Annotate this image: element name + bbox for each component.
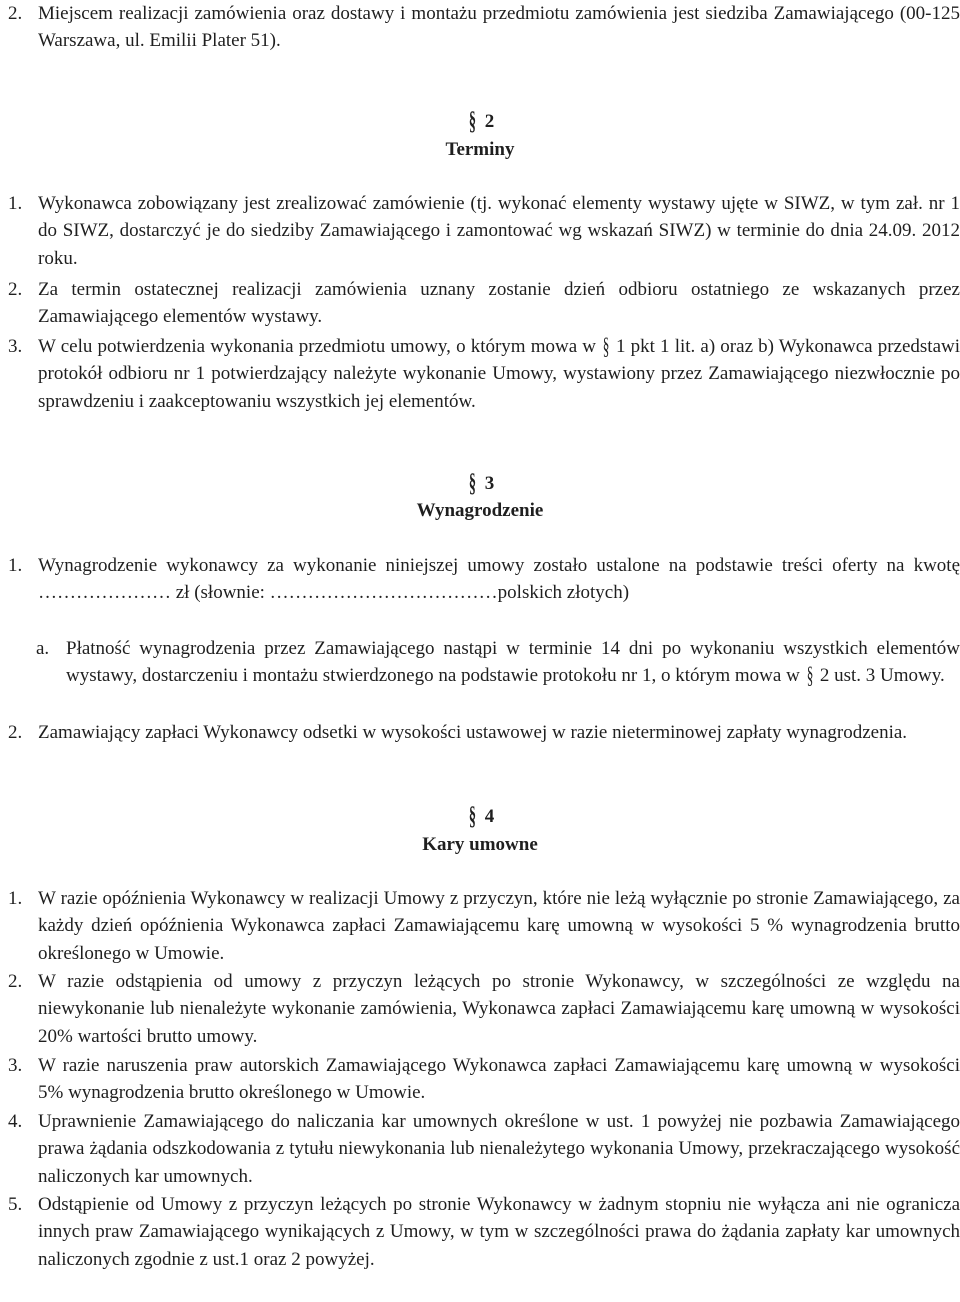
section-number-value: 3	[484, 473, 495, 494]
item-number: a.	[36, 638, 50, 659]
item-text-before: Płatność wynagrodzenia przez Zamawiającego nastąpi w terminie 14 dni po wykonaniu wszystkich elementów wystawy, dostarczeniu i montażu stwierdzonego na podstawie protokołu nr 1, o którym mowa w	[66, 638, 960, 687]
list-item	[0, 1108, 960, 1190]
section-title: Kary umowne	[422, 834, 538, 855]
item-text: W razie odstąpienia od umowy z przyczyn leżących po stronie Wykonawcy, w szczególności ze względu na niewykonanie lub nienależyte wykonanie zamówienia, Wykonawca zapłaci Zamawiającemu karę umowną w wysokości 20% wartości brutto umowy.	[38, 971, 960, 1047]
section-number	[0, 108, 960, 135]
paragraph-sign: §	[468, 106, 476, 135]
item-number: 1.	[8, 193, 23, 214]
item-text: Wykonawca zobowiązany jest zrealizować zamówienie (tj. wykonać elementy wystawy ujęte w SIWZ, w tym zał. nr 1 do SIWZ, dostarczyć je do siedziby Zamawiającego i zamontować wg wskazań SIWZ) w terminie do dnia 24.09. 2012 roku.	[38, 193, 960, 269]
item-number: 2.	[8, 722, 23, 743]
list-item	[0, 0, 960, 55]
item-number: 2.	[8, 971, 23, 992]
list-item	[0, 1191, 960, 1273]
list-item	[0, 333, 960, 415]
item-text-after: 2 ust. 3 Umowy.	[819, 665, 945, 687]
item-text: Uprawnienie Zamawiającego do naliczania kar umownych określone w ust. 1 powyżej nie pozbawia Zamawiającego prawa żądania odszkodowania z tytułu niewykonania lub nienależytego wykonania Umowy, przekraczającego wysokość naliczonych kar umownych.	[38, 1111, 960, 1187]
paragraph-sign: §	[602, 334, 610, 360]
paragraph-sign: §	[806, 663, 814, 690]
item-text: Zamawiający zapłaci Wykonawcy odsetki w wysokości ustawowej w razie nieterminowej zapłaty wynagrodzenia.	[38, 722, 908, 743]
item-text: Odstąpienie od Umowy z przyczyn leżących po stronie Wykonawcy w żadnym stopniu nie wyłącza ani nie ogranicza innych praw Zamawiającego wynikających z Umowy, w tym w szczególności prawa do żądania zapłaty kar umownych naliczonych zgodnie z ust.1 oraz 2 powyżej.	[38, 1194, 960, 1270]
list-item	[0, 276, 960, 331]
item-number: 5.	[8, 1194, 23, 1215]
item-number: 4.	[8, 1111, 23, 1132]
item-number: 3.	[8, 1055, 23, 1076]
item-number: 3.	[8, 336, 23, 357]
list-item	[0, 719, 960, 746]
section-number	[0, 470, 960, 497]
list-item	[0, 190, 960, 272]
item-text: W razie naruszenia praw autorskich Zamawiającego Wykonawca zapłaci Zamawiającemu karę umowną w wysokości 5% wynagrodzenia brutto określonego w Umowie.	[38, 1055, 960, 1104]
section-number-value: 4	[484, 806, 495, 827]
list-item	[0, 968, 960, 1050]
item-text: Miejscem realizacji zamówienia oraz dostawy i montażu przedmiotu zamówienia jest siedziba Zamawiającego (00-125 Warszawa, ul. Emilii Plater 51).	[38, 3, 960, 52]
paragraph-sign: §	[468, 468, 476, 497]
section-number	[0, 803, 960, 830]
section-title: Wynagrodzenie	[416, 500, 544, 521]
item-number: 1.	[8, 888, 23, 909]
section-number-value: 2	[484, 111, 495, 132]
item-text: Wynagrodzenie wykonawcy za wykonanie niniejszej umowy zostało ustalone na podstawie treści oferty na kwotę ………………… zł (słownie: ………………………………polskich złotych)	[38, 555, 960, 604]
list-item	[0, 885, 960, 967]
list-item	[0, 552, 960, 607]
item-number: 1.	[8, 555, 23, 576]
item-text: Za termin ostatecznej realizacji zamówienia uznany zostanie dzień odbioru ostatniego ze wskazanych przez Zamawiającego elementów wystawy.	[38, 279, 960, 328]
item-number: 2.	[8, 279, 23, 300]
item-text-after: 1 pkt 1 lit. a) oraz b) Wykonawca przedstawi protokół odbioru nr 1 potwierdzający należyte wykonanie Umowy, wystawiony przez Zamawiającego niezwłocznie po sprawdzeniu i zaakceptowaniu wszystkich jej elementów.	[38, 336, 960, 412]
paragraph-sign: §	[468, 801, 476, 830]
item-text-before: W celu potwierdzenia wykonania przedmiotu umowy, o którym mowa w	[38, 336, 597, 357]
item-text: W razie opóźnienia Wykonawcy w realizacji Umowy z przyczyn, które nie leżą wyłącznie po stronie Zamawiającego, za każdy dzień opóźnienia Wykonawca zapłaci Zamawiającemu karę umowną w wysokości 5 % wynagrodzenia brutto określonego w Umowie.	[38, 888, 960, 964]
item-number: 2.	[8, 3, 23, 24]
section-title: Terminy	[445, 139, 515, 160]
list-item	[0, 1052, 960, 1107]
list-subitem	[0, 635, 960, 690]
